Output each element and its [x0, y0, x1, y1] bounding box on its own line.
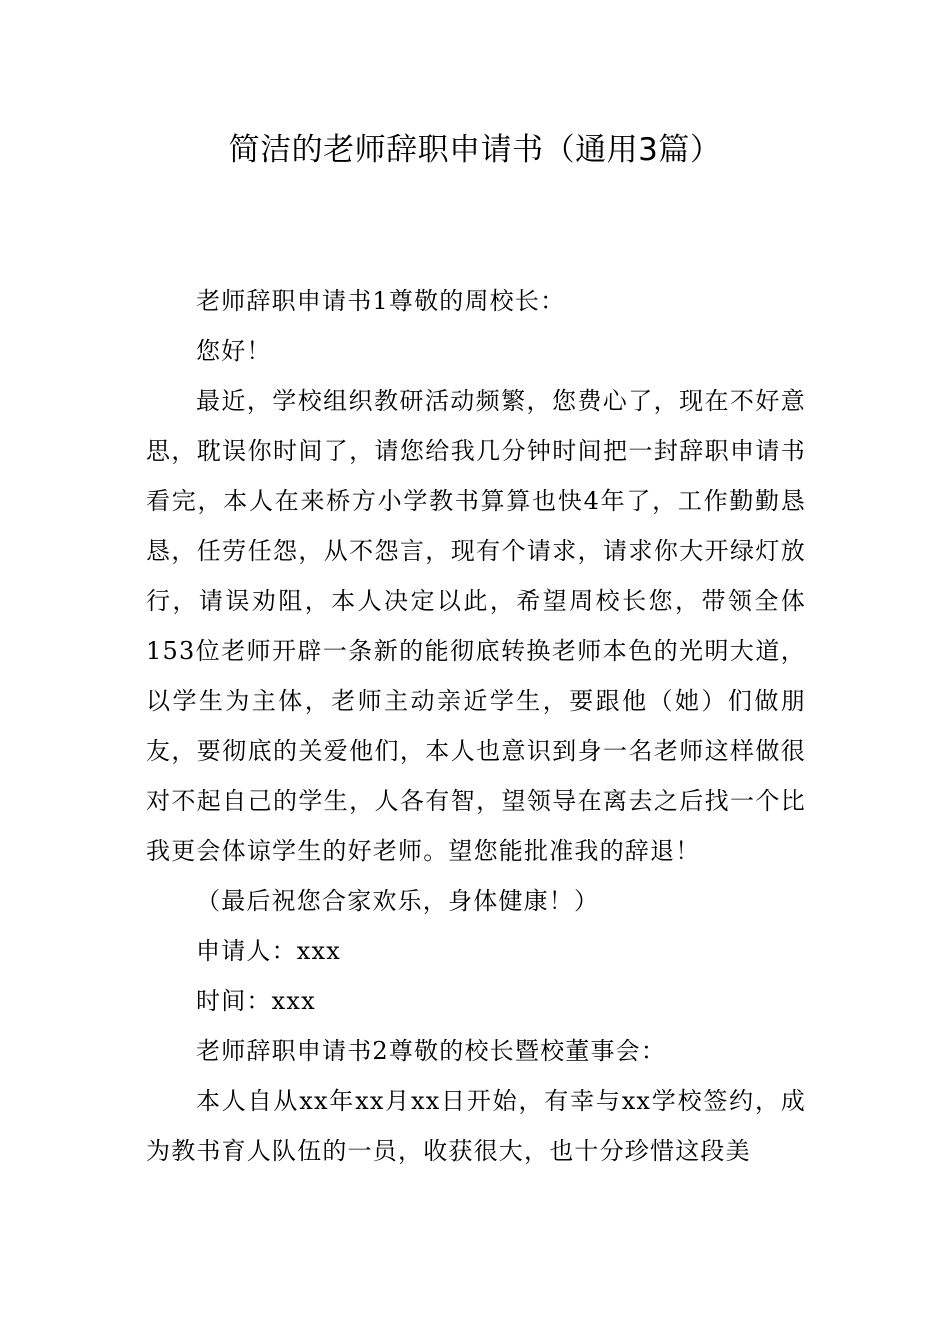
- document-body: [146, 276, 806, 1176]
- document-title: 简洁的老师辞职申请书（通用3篇）: [228, 132, 722, 168]
- paragraph-body-2: 本人自从xx年xx月xx日开始，有幸与xx学校签约，成为教书育人队伍的一员，收获很大，也十分珍惜这段美: [146, 1087, 806, 1165]
- paragraph-date: 时间：xxx: [196, 987, 316, 1015]
- paragraph-heading-1: 老师辞职申请书1尊敬的周校长：: [196, 287, 566, 315]
- paragraph-closing: （最后祝您合家欢乐，身体健康！）: [196, 887, 600, 915]
- paragraph-applicant: 申请人：xxx: [196, 937, 342, 965]
- paragraph-greeting: 您好！: [196, 337, 272, 365]
- paragraph-heading-2: 老师辞职申请书2尊敬的校长暨校董事会：: [196, 1037, 667, 1065]
- paragraph-main: 最近，学校组织教研活动频繁，您费心了，现在不好意思，耽误你时间了，请您给我几分钟时间把一封辞职申请书看完，本人在来桥方小学教书算算也快4年了，工作勤勤恳恳，任劳任怨，从不怨言，现有个请求，请求你大开绿灯放行，请误劝阻，本人决定以此，希望周校长您，带领全体153位老师开辟一条新的能彻底转换老师本色的光明大道，以学生为主体，老师主动亲近学生，要跟他（她）们做朋友，要彻底的关爱他们，本人也意识到身一名老师这样做很对不起自己的学生，人各有智，望领导在离去之后找一个比我更会体谅学生的好老师。望您能批准我的辞退！: [146, 387, 806, 865]
